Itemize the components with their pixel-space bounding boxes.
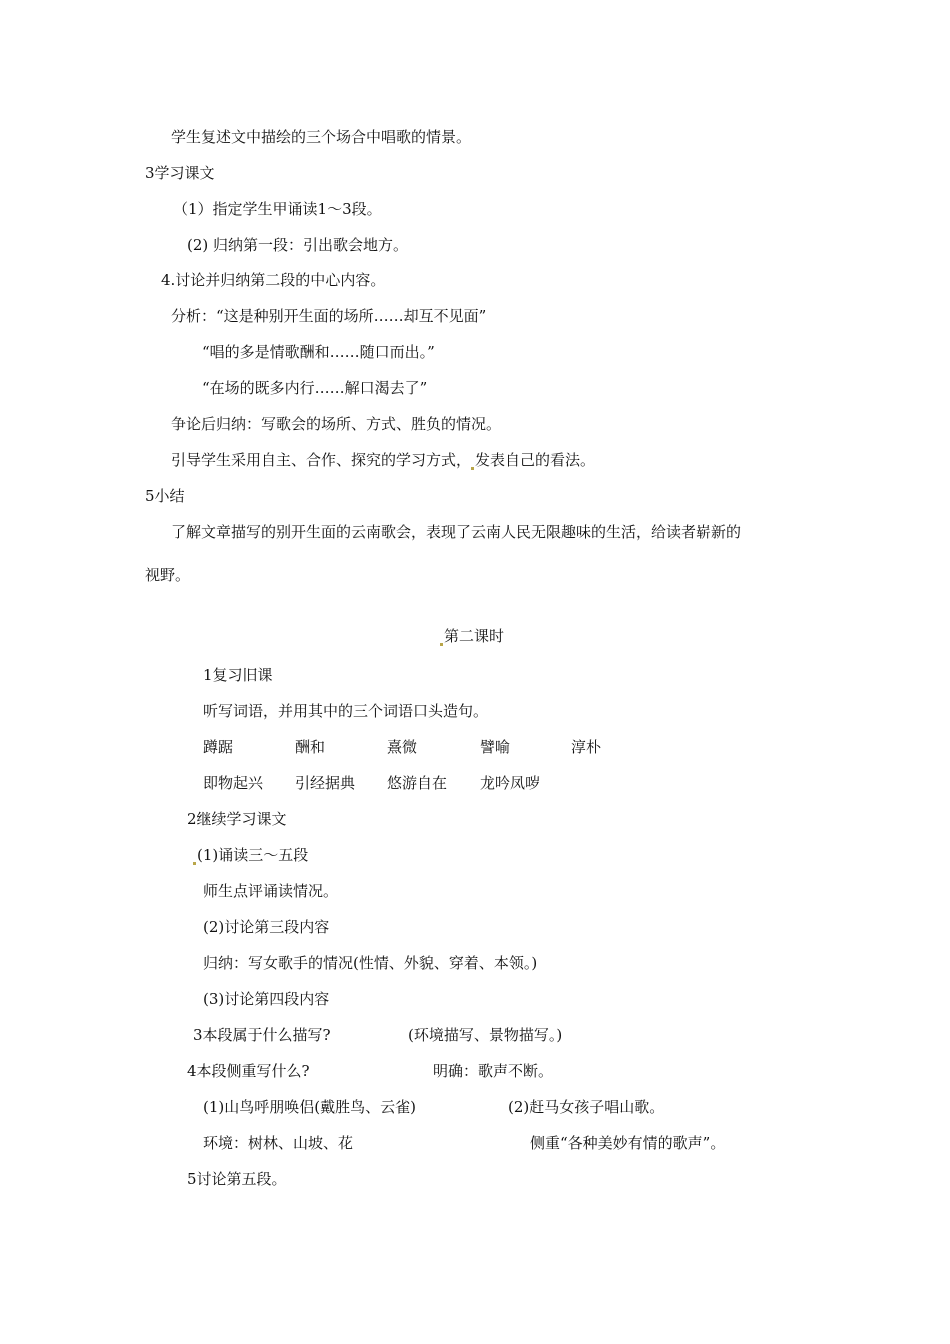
step5-title: 5小结 bbox=[145, 487, 185, 505]
summary3-line: 归纳：写女歌手的情况(性情、外貌、穿着、本领。) bbox=[203, 954, 538, 972]
guide-part-2: 发表自己的看法。 bbox=[475, 451, 596, 469]
word-item: 熹微 bbox=[387, 738, 418, 756]
env-right: 侧重“各种美妙有情的歌声”。 bbox=[530, 1134, 726, 1152]
step4-title: 4.讨论并归纳第二段的中心内容。 bbox=[161, 271, 386, 289]
lesson-two-heading-text: 第二课时 bbox=[444, 627, 505, 645]
guide-line bbox=[171, 450, 595, 470]
word-item: 蹲踞 bbox=[203, 738, 234, 756]
recite-line bbox=[193, 845, 308, 865]
analysis-line: 分析：“这是种别开生面的场所……却互不见面” bbox=[171, 307, 487, 325]
word-item: 悠游自在 bbox=[387, 774, 448, 792]
step3-item1: （1）指定学生甲诵读1～3段。 bbox=[173, 200, 382, 218]
birds-right: (2)赶马女孩子唱山歌。 bbox=[508, 1098, 665, 1116]
review-title: 1复习旧课 bbox=[203, 666, 273, 684]
word-item: 淳朴 bbox=[571, 738, 602, 756]
recite-text: (1)诵读三～五段 bbox=[197, 846, 309, 864]
scan-mark bbox=[471, 467, 474, 470]
word-item: 龙吟凤哕 bbox=[480, 774, 541, 792]
step3-title: 3学习课文 bbox=[145, 164, 215, 182]
discuss4-line: (3)讨论第四段内容 bbox=[203, 990, 330, 1008]
word-item: 引经据典 bbox=[295, 774, 356, 792]
lesson-two-heading bbox=[440, 626, 504, 646]
discuss5-line: 5讨论第五段。 bbox=[187, 1170, 287, 1188]
words-row-1 bbox=[203, 737, 623, 757]
step3-item2: (2) 归纳第一段：引出歌会地方。 bbox=[187, 236, 409, 254]
retell-line: 学生复述文中描绘的三个场合中唱歌的情景。 bbox=[171, 128, 472, 146]
quote-line-3: “在场的既多内行……解口渴去了” bbox=[202, 379, 428, 397]
conclusion-line: 争论后归纳：写歌会的场所、方式、胜负的情况。 bbox=[171, 415, 502, 433]
env-left: 环境：树林、山坡、花 bbox=[203, 1134, 354, 1152]
comment-line: 师生点评诵读情况。 bbox=[203, 882, 339, 900]
quote-line-2: “唱的多是情歌酬和……随口而出。” bbox=[202, 343, 435, 361]
scan-mark bbox=[440, 643, 443, 646]
continue-title: 2继续学习课文 bbox=[187, 810, 287, 828]
summary-line-2: 视野。 bbox=[145, 566, 191, 584]
word-item: 即物起兴 bbox=[203, 774, 264, 792]
scan-mark bbox=[193, 862, 196, 865]
q4-question: 4本段侧重写什么? bbox=[187, 1062, 310, 1080]
q4-answer: 明确：歌声不断。 bbox=[433, 1062, 554, 1080]
discuss3-line: (2)讨论第三段内容 bbox=[203, 918, 330, 936]
q3-question: 3本段属于什么描写? bbox=[193, 1026, 331, 1044]
guide-part-1: 引导学生采用自主、合作、探究的学习方式， bbox=[171, 451, 472, 469]
words-row-2 bbox=[203, 773, 623, 793]
word-item: 譬喻 bbox=[480, 738, 511, 756]
summary-line-1: 了解文章描写的别开生面的云南歌会，表现了云南人民无限趣味的生活，给读者崭新的 bbox=[171, 523, 742, 541]
word-item: 酬和 bbox=[295, 738, 326, 756]
birds-left: (1)山鸟呼朋唤侣(戴胜鸟、云雀) bbox=[203, 1098, 416, 1116]
dictation-line: 听写词语，并用其中的三个词语口头造句。 bbox=[203, 702, 489, 720]
q3-answer: (环境描写、景物描写。) bbox=[408, 1026, 563, 1044]
